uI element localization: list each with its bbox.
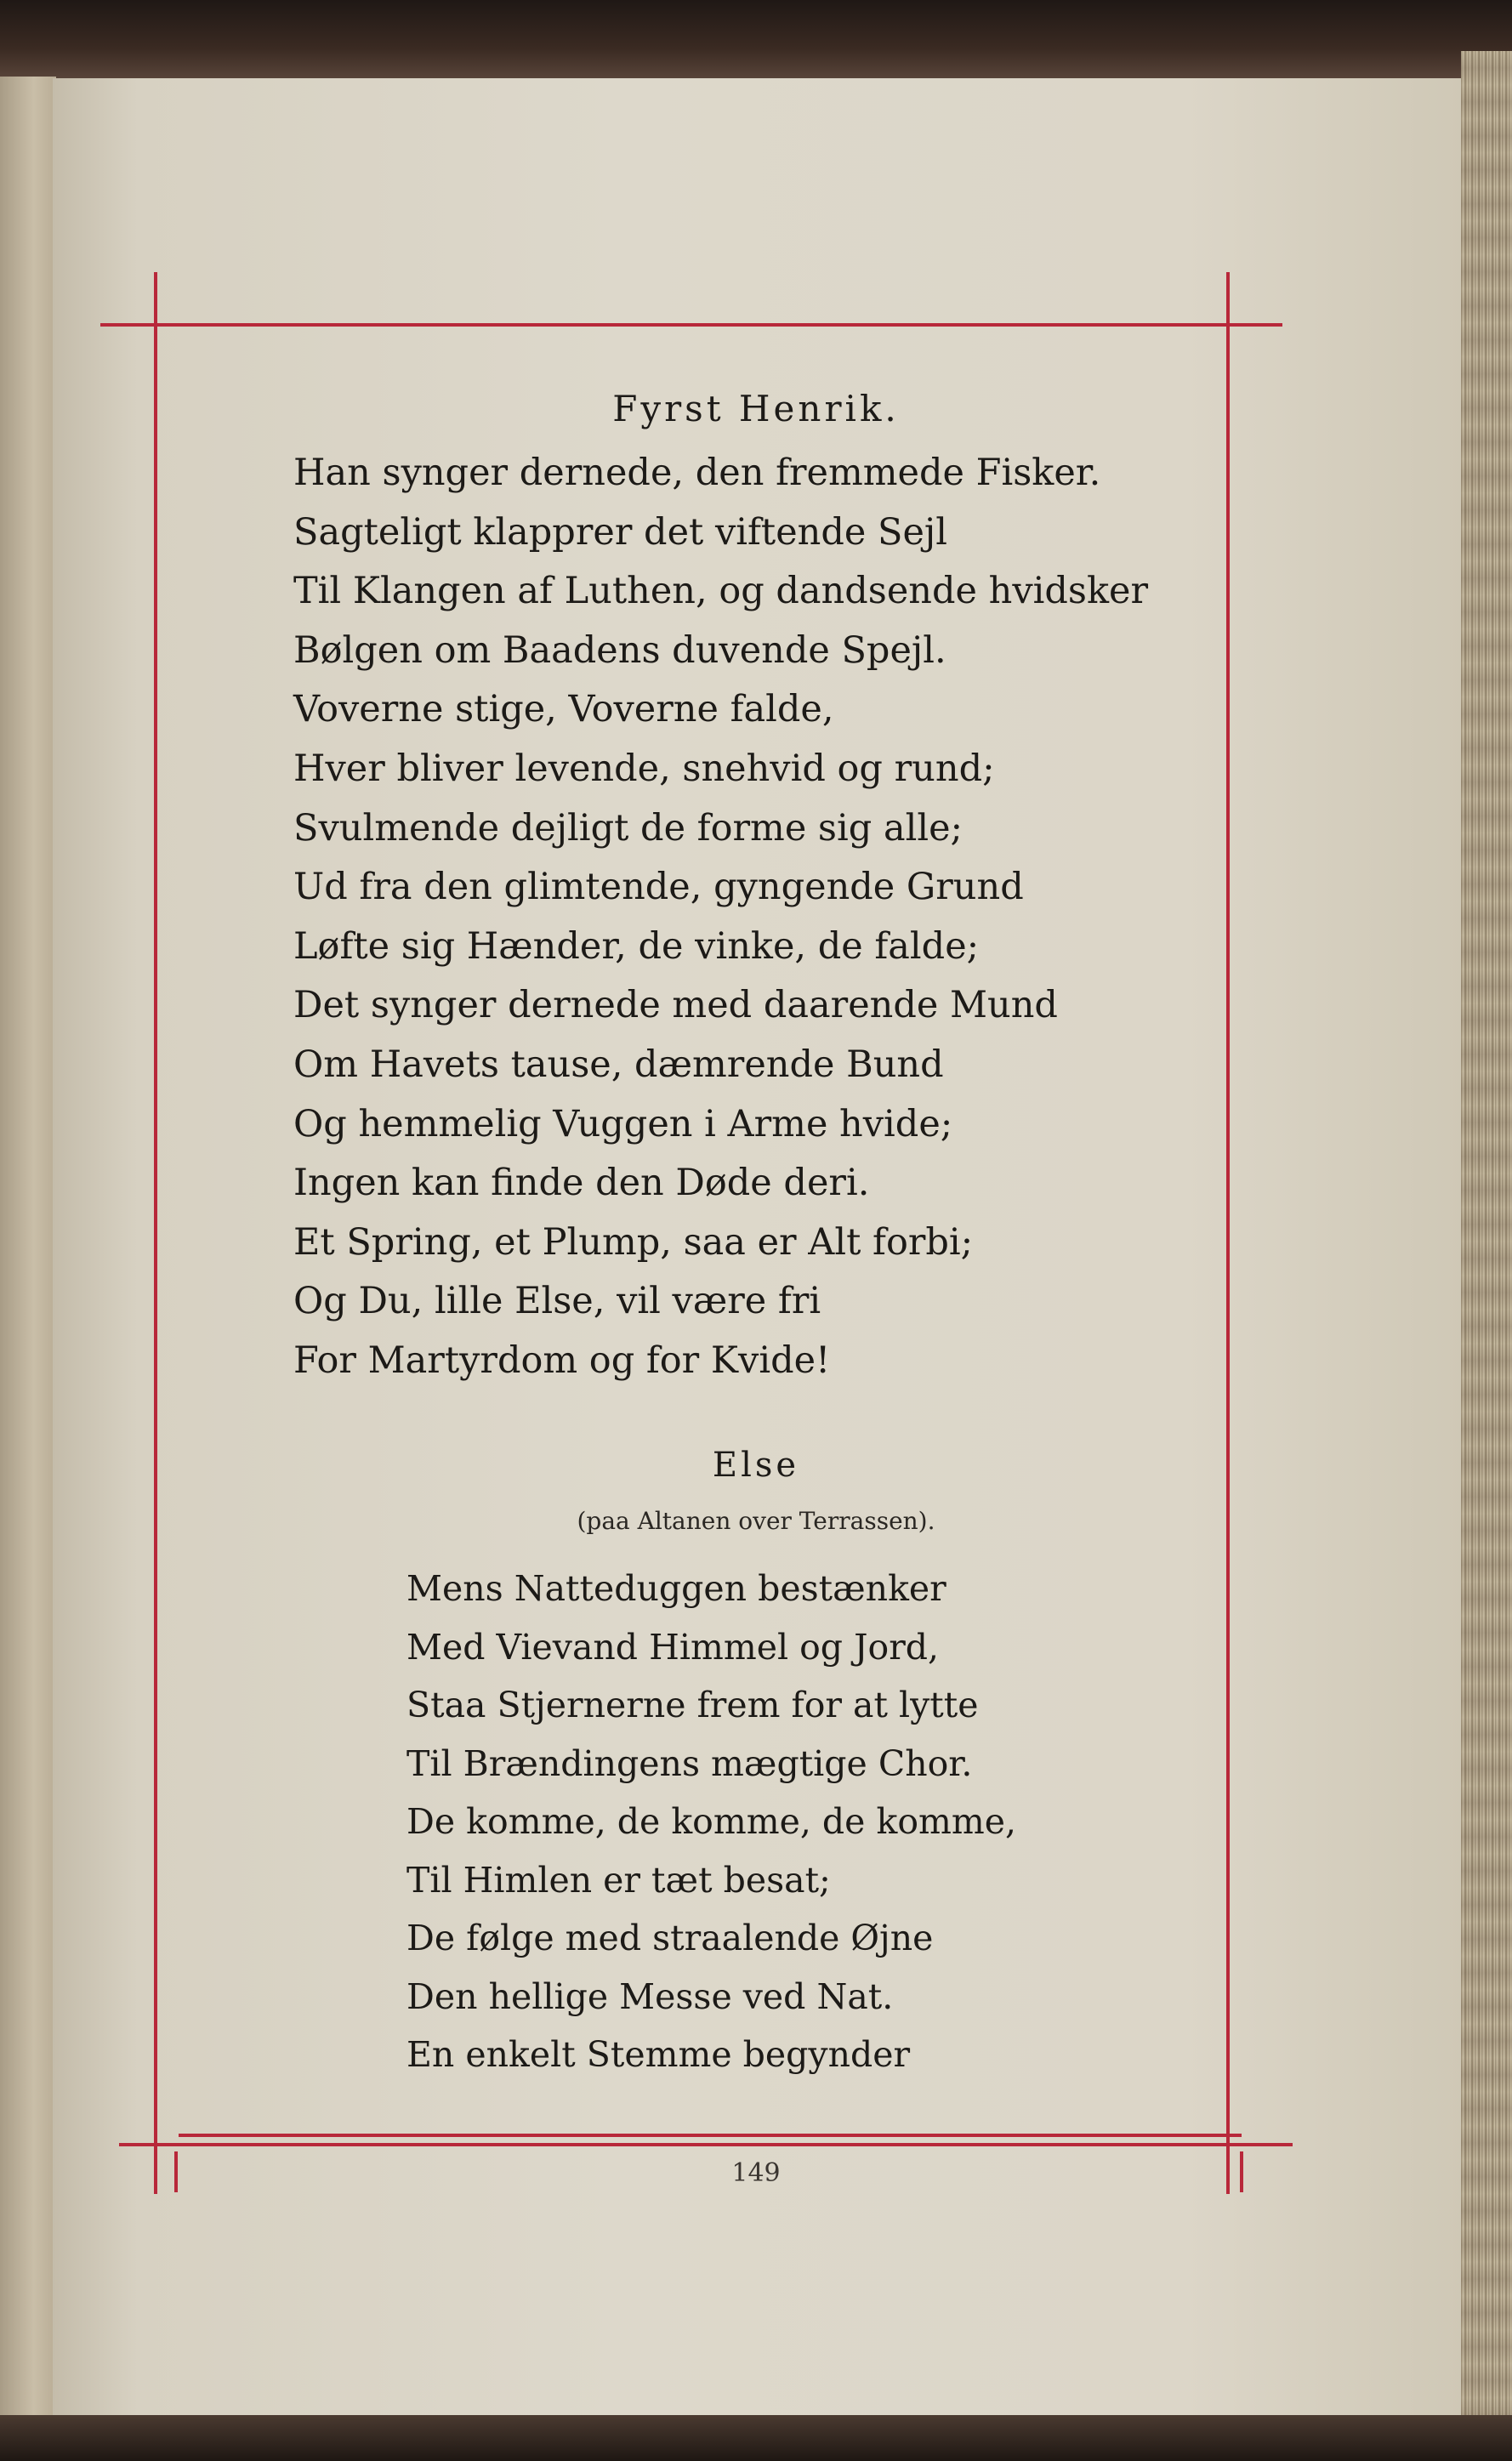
verse-line: Med Vievand Himmel og Jord, bbox=[406, 1626, 940, 1668]
verse-line: Den hellige Messe ved Nat. bbox=[406, 1975, 894, 2017]
verse-line: Hver bliver levende, snehvid og rund; bbox=[293, 747, 995, 790]
verse-line: Til Himlen er tæt besat; bbox=[406, 1859, 831, 1901]
verse-line: Ud fra den glimtende, gyngende Grund bbox=[293, 866, 1024, 909]
stage-direction: (paa Altanen over Terrassen). bbox=[577, 1507, 935, 1535]
verse-line: For Martyrdom og for Kvide! bbox=[293, 1338, 831, 1382]
verse-line: Staa Stjernerne frem for at lytte bbox=[406, 1685, 979, 1725]
border-rule-left bbox=[154, 272, 157, 2194]
border-rule-bottom-outer bbox=[119, 2143, 1293, 2146]
border-rule-bottom bbox=[179, 2134, 1242, 2137]
verse-line: Sagteligt klapprer det viftende Sejl bbox=[293, 510, 947, 554]
verse-line: Og Du, lille Else, vil være fri bbox=[293, 1280, 821, 1323]
page-number: 149 bbox=[731, 2158, 781, 2188]
verse-block-2 bbox=[406, 1560, 1016, 2084]
verse-line: Det synger dernede med daarende Mund bbox=[293, 984, 1058, 1027]
verse-line: Voverne stige, Voverne falde, bbox=[293, 688, 834, 731]
verse-line: En enkelt Stemme begynder bbox=[406, 2034, 911, 2075]
book-bottom-edge bbox=[0, 2415, 1512, 2461]
verse-line: Løfte sig Hænder, de vinke, de falde; bbox=[293, 924, 980, 968]
verse-line: Til Brændingens mægtige Chor. bbox=[406, 1742, 973, 1784]
speaker-heading-1: Fyrst Henrik. bbox=[612, 388, 900, 429]
verse-line: Til Klangen af Luthen, og dandsende hvidsker bbox=[293, 570, 1149, 613]
verse-line: Mens Natteduggen bestænker bbox=[406, 1568, 946, 1609]
verse-line: Han synger dernede, den fremmede Fisker. bbox=[293, 452, 1101, 494]
book-top-edge bbox=[0, 0, 1512, 81]
border-rule-top bbox=[100, 323, 1282, 327]
verse-line: Og hemmelig Vuggen i Arme hvide; bbox=[293, 1102, 953, 1145]
verse-line: Bølgen om Baadens duvende Spejl. bbox=[293, 628, 946, 672]
verse-line: Svulmende dejligt de forme sig alle; bbox=[293, 806, 963, 850]
verse-line: Ingen kan finde den Døde deri. bbox=[293, 1162, 870, 1205]
speaker-heading-2: Else bbox=[712, 1446, 800, 1485]
verse-block-1 bbox=[293, 444, 1148, 1391]
verse-line: Et Spring, et Plump, saa er Alt forbi; bbox=[293, 1220, 974, 1264]
verse-line: De komme, de komme, de komme, bbox=[406, 1801, 1017, 1842]
border-rule-right bbox=[1226, 272, 1230, 2194]
verse-line: Om Havets tause, dæmrende Bund bbox=[293, 1043, 944, 1086]
verse-line: De følge med straalende Øjne bbox=[406, 1918, 934, 1958]
